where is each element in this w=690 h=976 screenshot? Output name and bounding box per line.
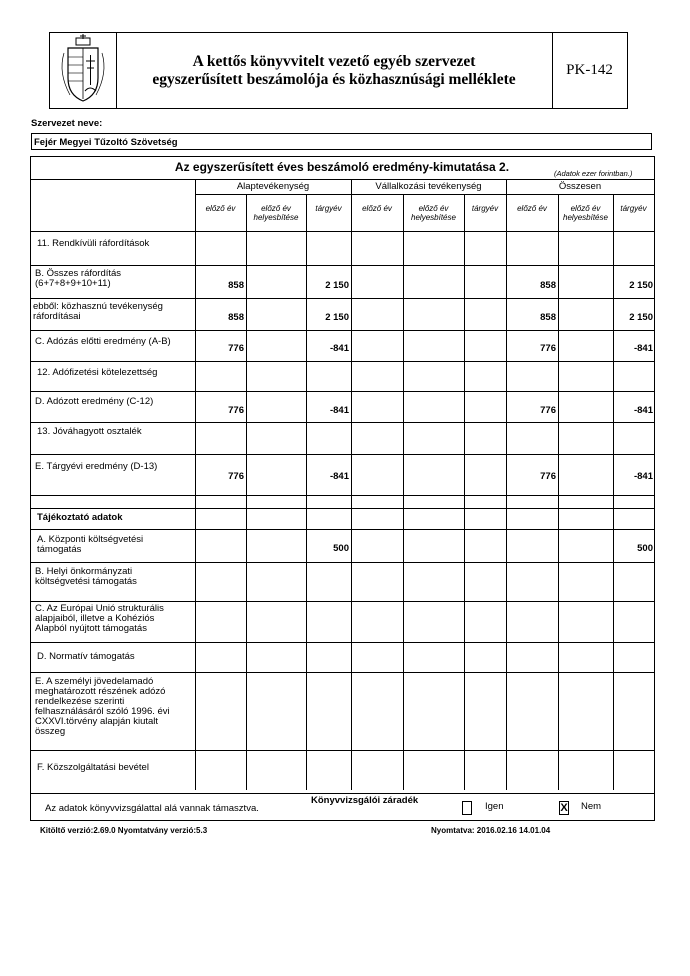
cell-value: -841 <box>329 405 349 416</box>
subcol-prev-correction: előző év helyesbítése <box>253 204 299 222</box>
subcol-prev-correction: előző év helyesbítése <box>411 204 456 222</box>
audit-no-checkbox[interactable]: X <box>560 802 568 814</box>
cell-value: 776 <box>228 405 244 416</box>
group-header-total: Összesen <box>558 181 602 192</box>
subcol-current-year: tárgyév <box>471 204 499 213</box>
subcol-current-year: tárgyév <box>620 204 647 213</box>
cell-value: 858 <box>540 312 556 323</box>
cell-value: 2 150 <box>325 312 349 323</box>
row-label: B. Összes ráfordítás (6+7+8+9+10+11) <box>35 268 122 289</box>
subcol-prev-year: előző év <box>362 204 392 213</box>
info-heading: Tájékoztató adatok <box>37 512 123 523</box>
cell-value: 858 <box>228 312 244 323</box>
cell-value: 858 <box>228 280 244 291</box>
info-row-label: B. Helyi önkormányzati költségvetési támogatás <box>35 566 137 587</box>
cell-value: 776 <box>228 343 244 354</box>
table-title: Az egyszerűsített éves beszámoló eredmény-kimutatása 2. <box>174 160 510 174</box>
audit-yes-checkbox[interactable] <box>462 801 472 815</box>
row-label: 13. Jóváhagyott osztalék <box>37 426 142 437</box>
cell-value: 500 <box>637 543 653 554</box>
form-code: PK-142 <box>566 62 613 78</box>
cell-value: -841 <box>329 343 349 354</box>
version-info: Kitöltő verzió:2.69.0 Nyomtatvány verzió:5.3 <box>40 826 208 835</box>
info-row-label: E. A személyi jövedelamadó meghatározott részének adózó rendelkezése szerinti felhasználásáról szóló 1996. évi CXXVI.törvény alapján kiutalt összeg <box>35 676 170 737</box>
org-name-field[interactable]: Fejér Megyei Tűzoltó Szövetség <box>31 133 652 150</box>
form-title-line1: A kettős könyvvitelt vezető egyéb szervezet <box>192 52 476 70</box>
coat-of-arms-logo <box>50 33 117 108</box>
income-statement-table <box>30 156 655 794</box>
audit-text: Az adatok könyvvizsgálattal alá vannak támasztva. <box>45 803 259 814</box>
info-row-label: C. Az Európai Unió strukturális alapjaiból, illetve a Kohéziós Alapból nyújtott támogatás <box>35 603 164 634</box>
row-label: C. Adózás előtti eredmény (A-B) <box>35 336 171 347</box>
cell-value: 776 <box>540 343 556 354</box>
org-name-label: Szervezet neve: <box>31 118 103 129</box>
row-label: E. Tárgyévi eredmény (D-13) <box>35 461 158 472</box>
info-row-label: A. Központi költségvetési támogatás <box>37 534 144 555</box>
cell-value: 776 <box>540 471 556 482</box>
subcol-prev-correction: előző év helyesbítése <box>563 204 608 222</box>
group-header-business: Vállalkozási tevékenység <box>375 181 482 192</box>
cell-value: 500 <box>333 543 349 554</box>
coat-of-arms-icon <box>50 33 116 108</box>
form-title-line2: egyszerűsített beszámolója és közhasznúsági melléklete <box>152 70 516 88</box>
cell-value: 2 150 <box>629 312 653 323</box>
subcol-current-year: tárgyév <box>315 204 342 213</box>
info-row-label: F. Közszolgáltatási bevétel <box>37 762 149 773</box>
row-label: D. Adózott eredmény (C-12) <box>35 396 154 407</box>
cell-value: -841 <box>633 405 653 416</box>
form-header <box>49 32 628 109</box>
cell-value: 776 <box>540 405 556 416</box>
cell-value: 2 150 <box>629 280 653 291</box>
audit-title: Könyvvizsgálói záradék <box>311 795 419 806</box>
info-row-label: D. Normatív támogatás <box>37 651 135 662</box>
unit-note: (Adatok ezer forintban.) <box>554 169 633 178</box>
cell-value: 2 150 <box>325 280 349 291</box>
cell-value: 858 <box>540 280 556 291</box>
form-title <box>116 33 553 108</box>
row-label: 12. Adófizetési kötelezettség <box>37 367 158 378</box>
subcol-prev-year: előző év <box>517 204 547 213</box>
subcol-prev-year: előző év <box>205 204 236 213</box>
audit-yes-label: Igen <box>485 801 504 812</box>
cell-value: -841 <box>633 343 653 354</box>
print-timestamp: Nyomtatva: 2016.02.16 14.01.04 <box>431 826 551 835</box>
cell-value: 776 <box>228 471 244 482</box>
row-label: 11. Rendkívüli ráfordítások <box>37 238 150 249</box>
audit-clause <box>30 793 655 821</box>
group-header-basic: Alaptevékenység <box>236 181 310 192</box>
audit-no-label: Nem <box>581 801 602 812</box>
cell-value: -841 <box>633 471 653 482</box>
cell-value: -841 <box>329 471 349 482</box>
row-label: ebből: közhasznú tevékenység ráfordításai <box>33 301 163 322</box>
